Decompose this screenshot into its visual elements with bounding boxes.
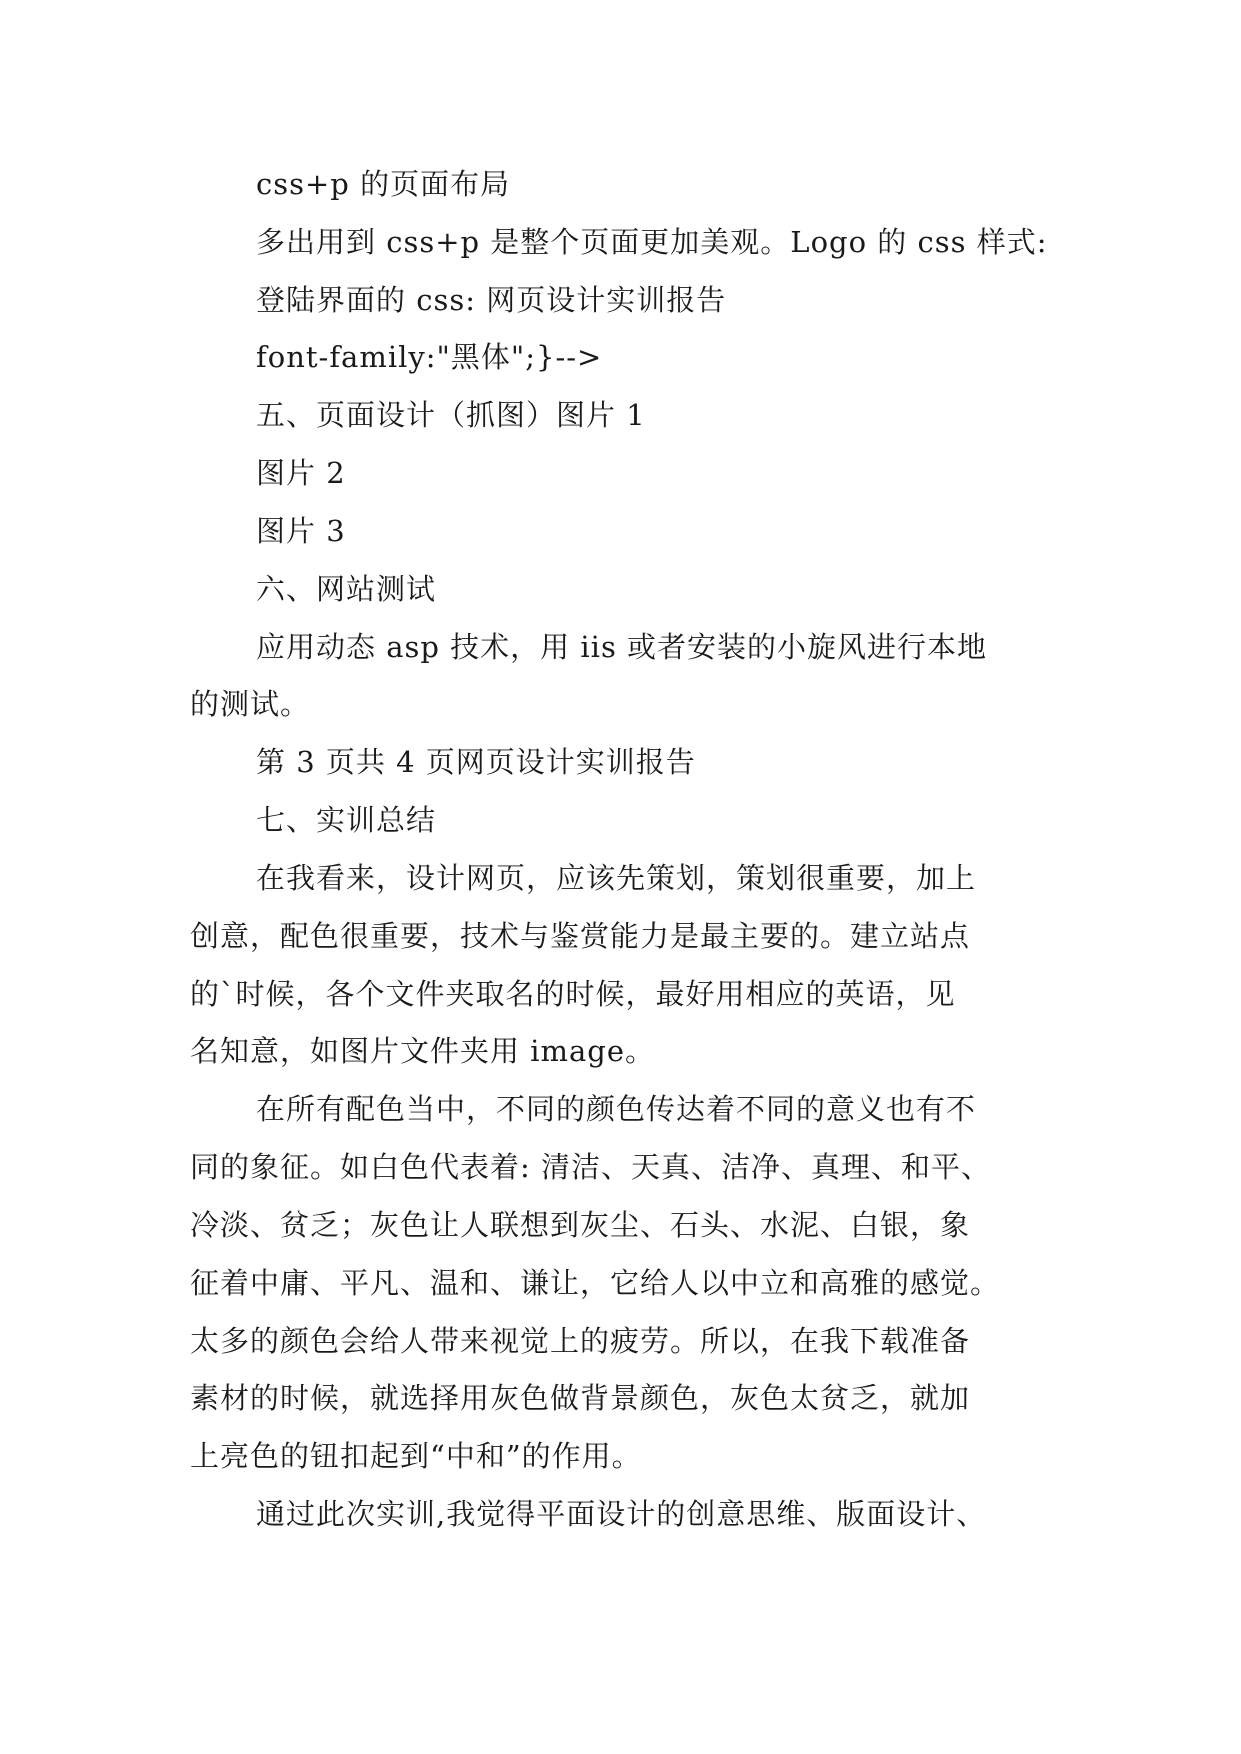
text-line: 素材的时候，就选择用灰色做背景颜色，灰色太贫乏，就加 <box>190 1381 971 1415</box>
page-footer-line: 第 3 页共 4 页网页设计实训报告 <box>256 745 696 779</box>
section-heading: 五、页面设计（抓图）图片 1 <box>256 398 646 432</box>
text-line: 通过此次实训,我觉得平面设计的创意思维、版面设计、 <box>256 1497 987 1531</box>
text-line: 上亮色的钮扣起到“中和”的作用。 <box>190 1439 642 1473</box>
section-heading: 七、实训总结 <box>256 803 437 837</box>
text-line: 的测试。 <box>190 687 311 721</box>
text-line: css+p 的页面布局 <box>256 167 511 201</box>
text-line: 征着中庸、平凡、温和、谦让，它给人以中立和高雅的感觉。 <box>190 1266 1001 1300</box>
text-line: 名知意，如图片文件夹用 image。 <box>190 1034 656 1068</box>
text-line: font-family:"黑体";}--> <box>256 340 603 374</box>
text-line: 多出用到 css+p 是整个页面更加美观。Logo 的 css 样式: <box>256 225 1048 259</box>
text-line: 图片 3 <box>256 514 346 548</box>
text-line: 同的象征。如白色代表着: 清洁、天真、洁净、真理、和平、 <box>190 1150 991 1184</box>
text-line: 应用动态 asp 技术，用 iis 或者安装的小旋风进行本地 <box>256 630 988 664</box>
text-line: 冷淡、贫乏；灰色让人联想到灰尘、石头、水泥、白银，象 <box>190 1208 971 1242</box>
section-heading: 六、网站测试 <box>256 572 437 606</box>
text-line: 的`时候，各个文件夹取名的时候，最好用相应的英语，见 <box>190 977 956 1011</box>
text-line: 在所有配色当中，不同的颜色传达着不同的意义也有不 <box>256 1092 977 1126</box>
text-line: 太多的颜色会给人带来视觉上的疲劳。所以，在我下载准备 <box>190 1324 971 1358</box>
text-line: 创意，配色很重要，技术与鉴赏能力是最主要的。建立站点 <box>190 919 971 953</box>
text-line: 图片 2 <box>256 456 346 490</box>
text-line: 在我看来，设计网页，应该先策划，策划很重要，加上 <box>256 861 977 895</box>
text-line: 登陆界面的 css: 网页设计实训报告 <box>256 283 727 317</box>
